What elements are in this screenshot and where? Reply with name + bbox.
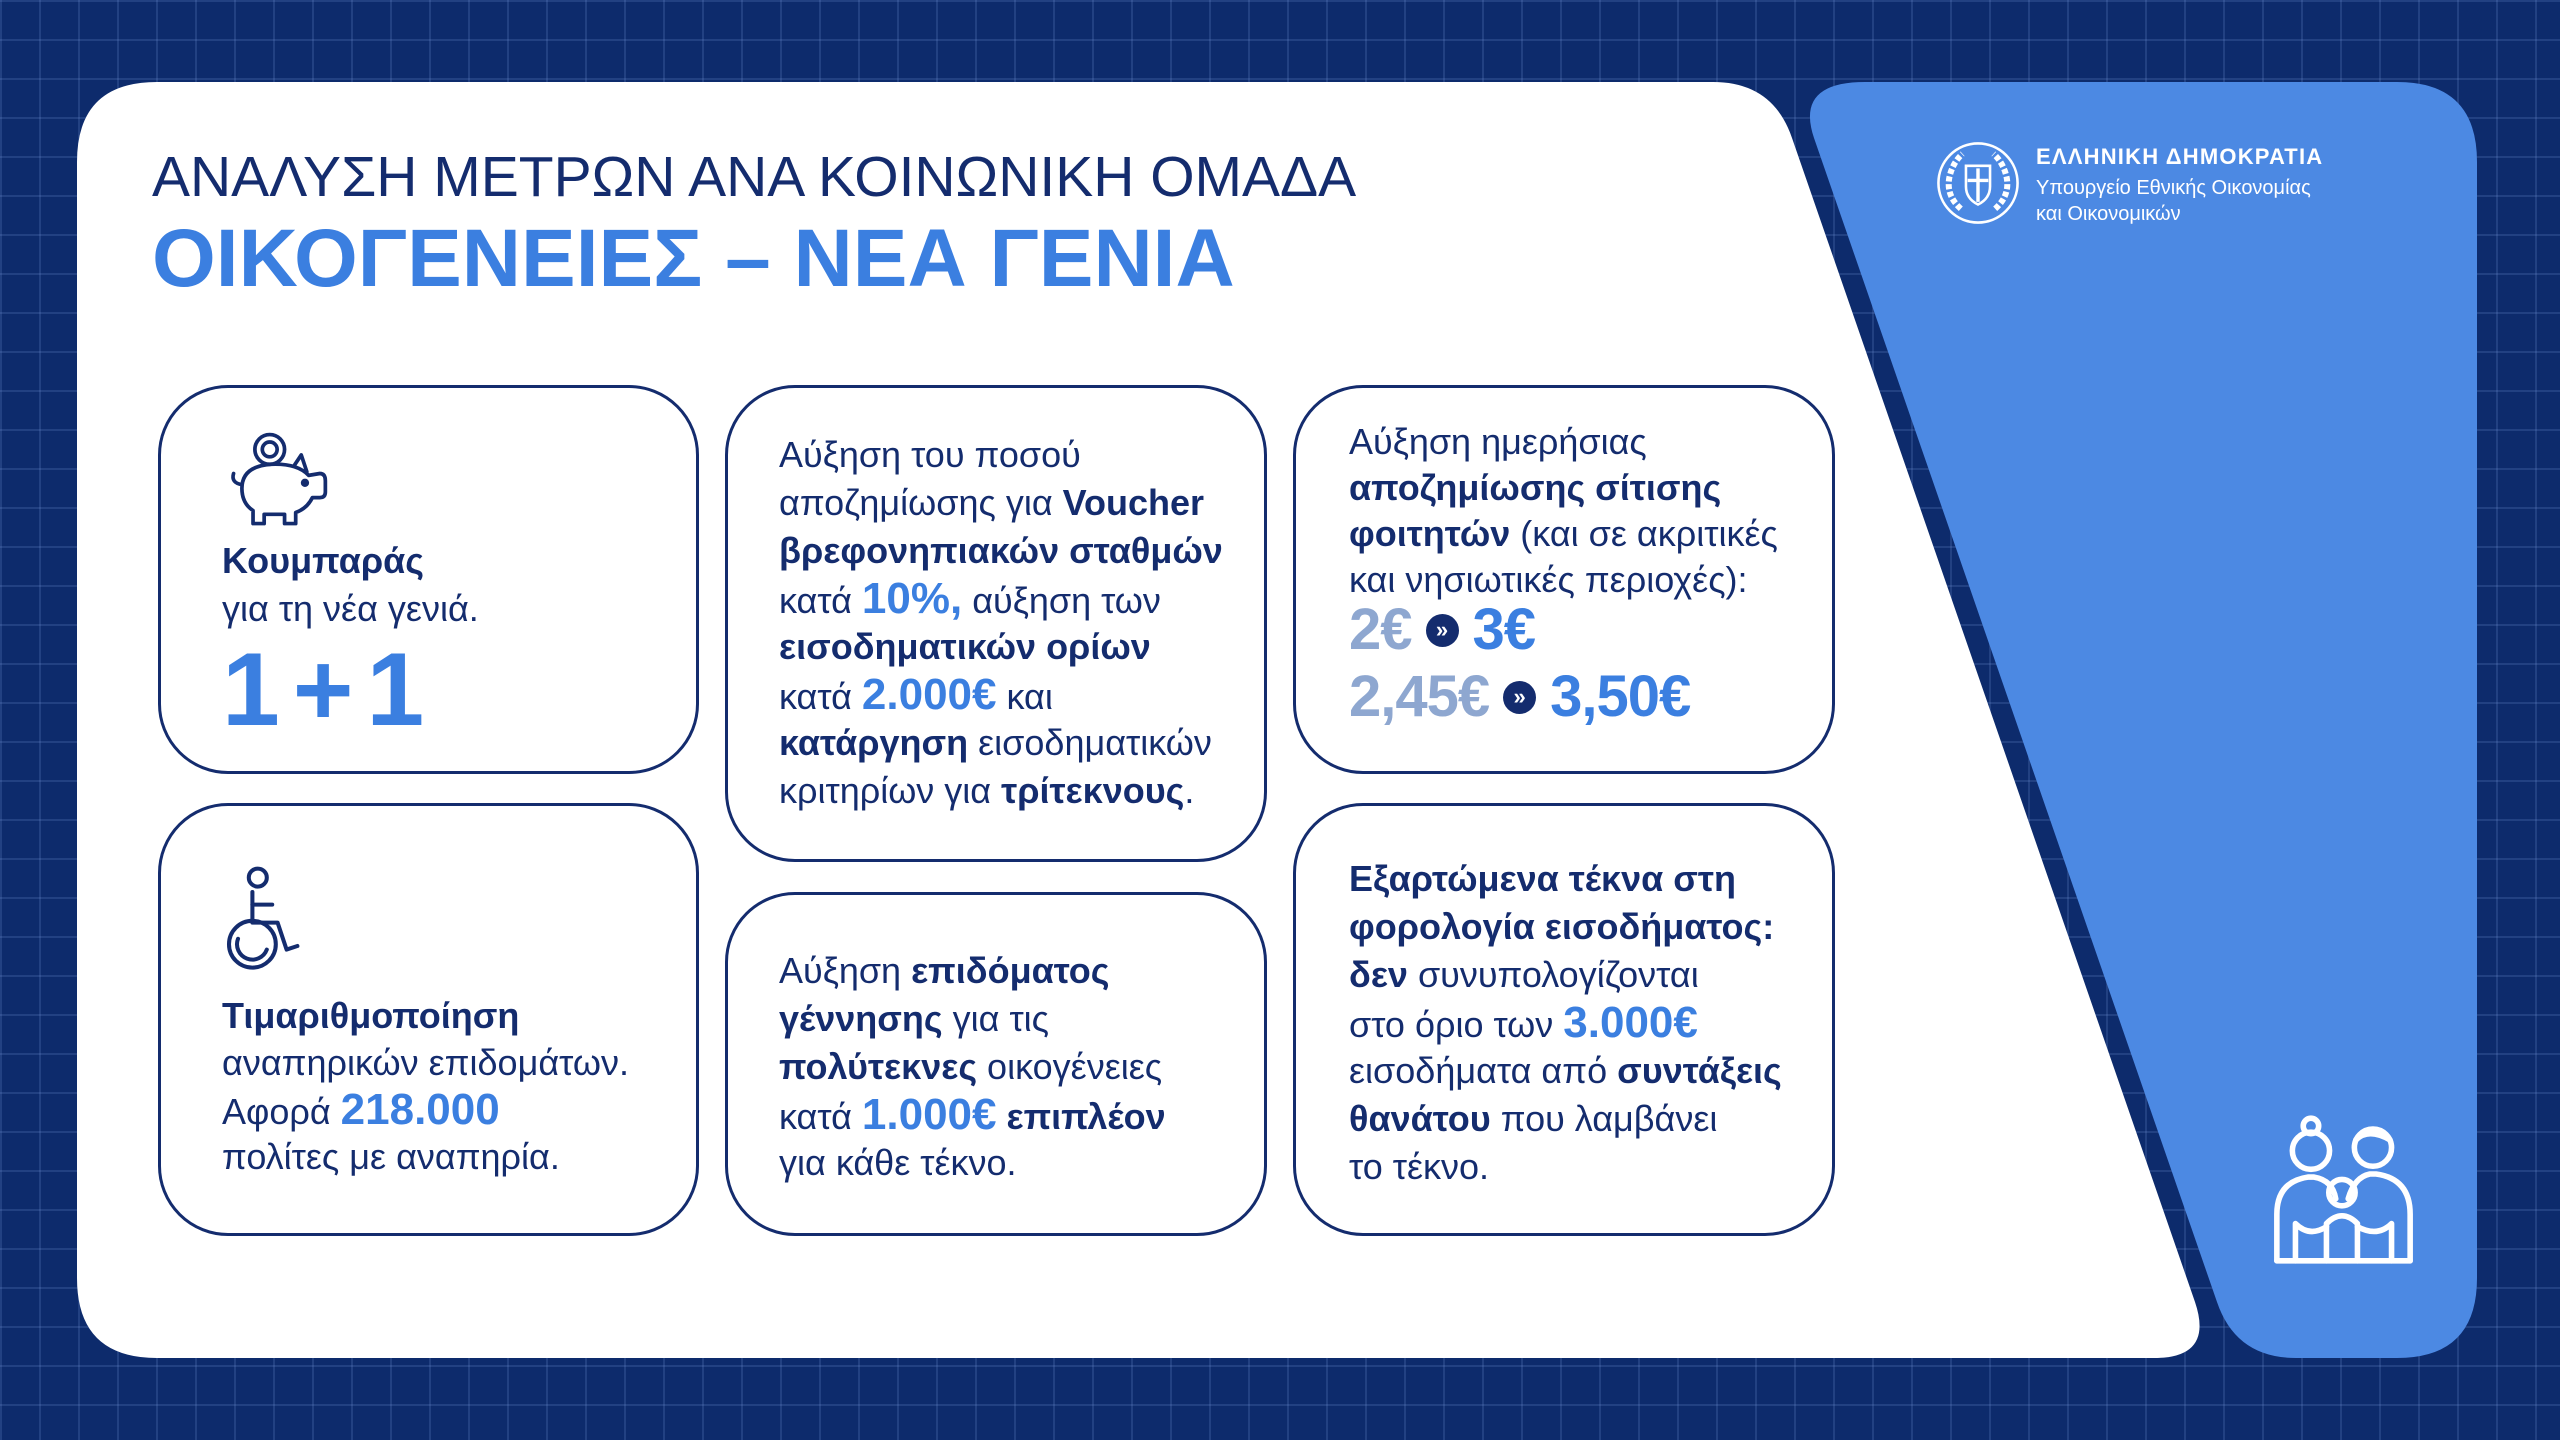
text-segment: συντάξεις [1617,1050,1782,1091]
text-line [1349,951,1782,999]
card-meals-text [1349,419,1778,603]
text-line [1349,419,1778,465]
arrow-badge: » [1503,681,1536,714]
text-line [779,575,1223,623]
text-segment: συνυπολογίζονται [1407,954,1699,995]
text-line [779,995,1166,1043]
text-line [1349,511,1778,557]
text-line [1349,557,1778,603]
card-student-meals [1293,385,1835,774]
text-segment: Τιμαριθμοποίηση [222,995,520,1036]
text-line [1349,1047,1782,1095]
card-dependent-children-tax [1293,803,1835,1236]
logo-ministry-line2: και Οικονομικών [2036,203,2181,225]
text-segment: κατά [779,580,862,621]
text-segment: αύξηση των [962,580,1161,621]
text-line [779,623,1223,671]
text-segment: στο όριο των [1349,1004,1564,1045]
text-segment: κατάργηση [779,722,969,763]
text-segment: επιπλέον [996,1096,1166,1137]
text-segment: και νησιωτικές περιοχές): [1349,559,1748,600]
text-line [779,431,1223,479]
text-segment: Αφορά [222,1091,341,1132]
highlight-value: 2.000€ [861,670,997,719]
text-segment: φοιτητών [1349,513,1511,554]
text-line [222,585,479,633]
text-line [1349,1095,1782,1143]
text-segment: δεν [1349,954,1408,995]
text-segment: Αύξηση ημερήσιας [1349,421,1647,462]
arrow-badge: » [1426,614,1459,647]
highlight-value: 1 + 1 [222,632,417,748]
text-segment: θανάτου [1349,1098,1491,1139]
text-line [779,479,1223,527]
text-segment: κατά [779,676,862,717]
highlight-value: 218.000 [340,1085,500,1134]
family-icon [2265,1112,2422,1267]
old-price: 2€ [1349,597,1412,662]
highlight-value: 3.000€ [1563,998,1698,1047]
text-line [1349,465,1778,511]
text-segment: Αύξηση του ποσού [779,434,1081,475]
text-segment: γέννησης [779,998,943,1039]
text-line [1349,1143,1782,1191]
text-line [222,537,479,585]
text-segment: κριτηρίων για [779,770,1002,811]
card-birth-allowance [725,892,1267,1236]
wheelchair-icon [220,862,310,976]
text-segment: αναπηρικών επιδομάτων. [222,1042,629,1083]
logo-ministry-line1: Υπουργείο Εθνικής Οικονομίας [2036,177,2311,199]
text-line [1349,855,1782,903]
text-segment: αποζημίωσης για [779,482,1063,523]
text-segment: εισοδηματικών ορίων [779,626,1151,667]
text-segment: πολίτες με αναπηρία. [222,1136,560,1177]
text-segment: Κουμπαράς [222,540,424,581]
card-piggy-text [222,537,479,633]
piggy-bank-icon [222,429,336,531]
text-segment: εισοδήματα από [1349,1050,1618,1091]
text-line [1349,999,1782,1047]
card-disability-text [222,992,629,1180]
text-segment: το τέκνο. [1349,1146,1490,1187]
card-tax-text [1349,855,1782,1191]
text-line [222,1039,629,1086]
text-segment: Voucher [1062,482,1205,523]
text-line [779,947,1166,995]
text-segment: πολύτεκνες [779,1046,978,1087]
text-segment: και [996,676,1053,717]
page-title: ΑΝΑΛΥΣΗ ΜΕΤΡΩΝ ΑΝΑ ΚΟΙΝΩΝΙΚΗ ΟΜΑΔΑ [152,145,1357,209]
text-line [222,1133,629,1180]
text-segment: βρεφονηπιακών σταθμών [779,530,1223,571]
text-segment: οικογένειες [977,1046,1163,1087]
greek-coat-of-arms-icon [1935,140,2021,226]
text-segment: για τη νέα γενιά. [222,588,479,629]
new-price: 3€ [1472,597,1536,662]
text-segment: φορολογία εισοδήματος: [1349,906,1775,947]
card-birth-text [779,947,1166,1187]
text-line [1349,903,1782,951]
text-line [779,1091,1166,1139]
card-voucher-text [779,431,1223,815]
card-disability-benefits [158,803,699,1236]
card-nursery-voucher [725,385,1267,862]
text-line [779,1043,1166,1091]
text-segment: για κάθε τέκνο. [779,1142,1017,1183]
text-segment: που λαμβάνει [1490,1098,1718,1139]
text-line [222,1086,629,1133]
text-line [779,671,1223,719]
text-line [222,992,629,1039]
text-segment: κατά [779,1096,862,1137]
text-segment: Αύξηση [779,950,912,991]
text-line [779,1139,1166,1187]
text-line [779,767,1223,815]
price-change-row [1349,664,1691,729]
text-line [779,719,1223,767]
logo-country-name: ΕΛΛΗΝΙΚΗ ΔΗΜΟΚΡΑΤΙΑ [2036,144,2324,169]
price-change-row [1349,597,1690,662]
text-segment: εισοδηματικών [968,722,1212,763]
text-segment: (και σε ακριτικές [1510,513,1778,554]
price-changes [1349,597,1691,734]
text-segment: αποζημίωσης σίτισης [1349,467,1722,508]
text-segment: τρίτεκνους [1001,770,1185,811]
new-price: 3,50€ [1550,664,1691,729]
card-piggy-bank [158,385,699,774]
text-segment: για τις [942,998,1050,1039]
text-line [779,527,1223,575]
old-price: 2,45€ [1349,664,1490,729]
highlight-value: 1.000€ [861,1090,997,1139]
highlight-value: 10%, [861,574,963,623]
text-segment: Εξαρτώμενα τέκνα στη [1349,858,1736,899]
text-segment: . [1184,770,1195,811]
page-subtitle: ΟΙΚΟΓΕΝΕΙΕΣ – ΝΕΑ ΓΕΝΙΑ [152,213,1235,304]
text-segment: επιδόματος [911,950,1110,991]
